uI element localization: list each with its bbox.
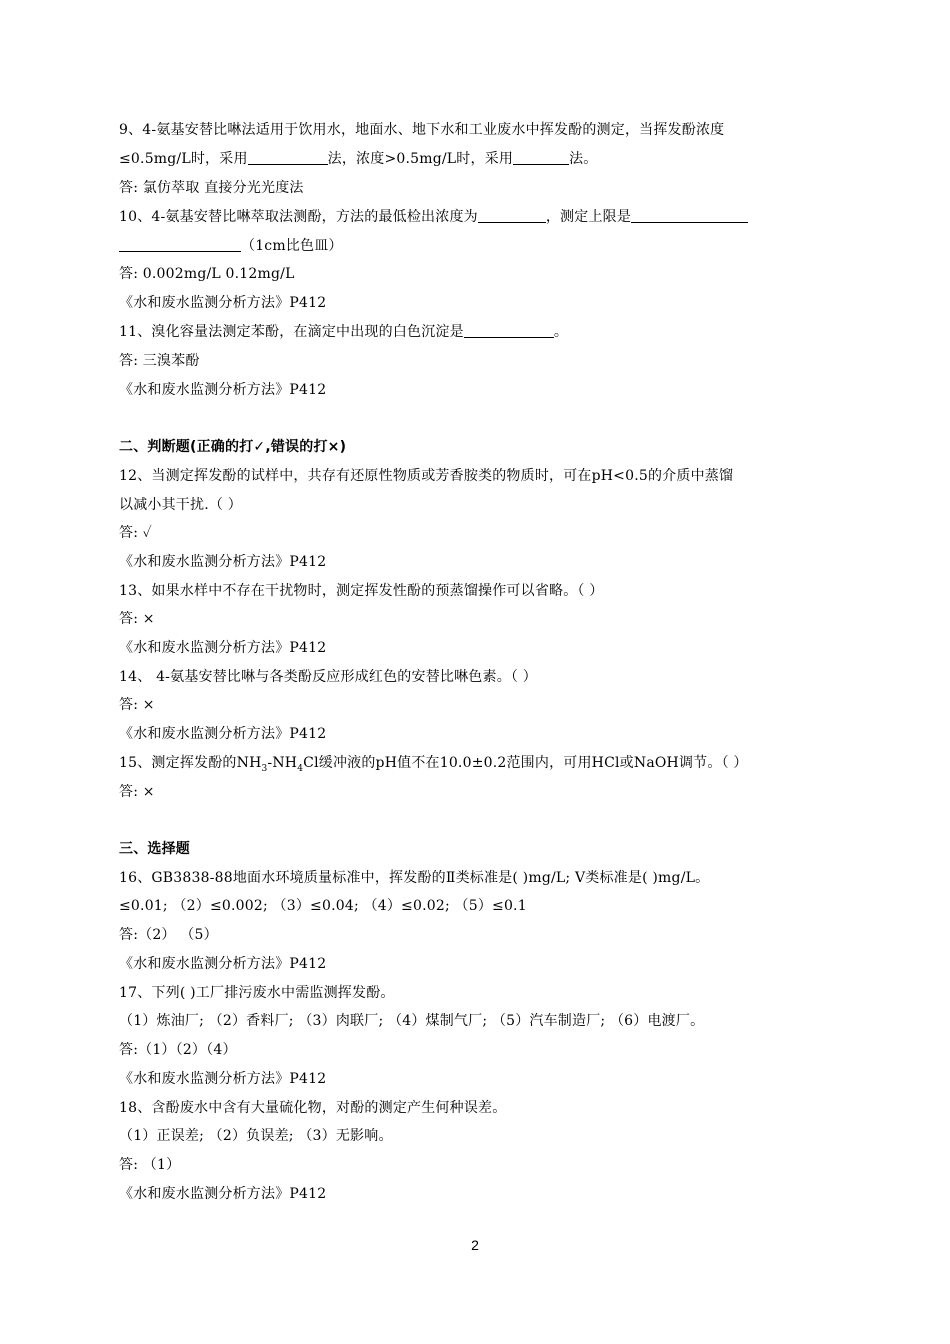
q9-answer: 答: 氯仿萃取 直接分光光度法 (119, 180, 304, 196)
q18-options: （1）正误差; （2）负误差; （3）无影响。 (119, 1128, 393, 1144)
q17-answer: 答:（1）（2）（4） (119, 1042, 237, 1058)
q15-line1-a: 15、测定挥发酚的NH (119, 755, 262, 771)
section-2-heading: 二、判断题(正确的打✓,错误的打×) (119, 439, 347, 455)
q9-line2-b: 法，浓度>0.5mg/L时，采用 (327, 151, 514, 167)
q17-reference: 《水和废水监测分析方法》P412 (119, 1071, 327, 1087)
q12-line2: 以减小其干扰.（ ） (119, 497, 242, 513)
q10-line1 (119, 208, 748, 226)
q18-answer: 答: （1） (119, 1157, 181, 1173)
q11-answer: 答: 三溴苯酚 (119, 353, 200, 369)
q16-line1: 16、GB3838-88地面水环境质量标准中，挥发酚的Ⅱ类标准是( )mg/L; Ⅴ类标准是( )mg/L。 (119, 870, 710, 886)
q12-line1: 12、当测定挥发酚的试样中，共存有还原性物质或芳香胺类的物质时，可在pH<0.5的介质中蒸馏 (119, 468, 734, 484)
q11-line1 (119, 323, 568, 341)
q14-line1: 14、 4-氨基安替比啉与各类酚反应形成红色的安替比啉色素。（ ） (119, 669, 537, 685)
q10-blank-3 (119, 237, 241, 252)
q12-answer: 答: ✓ (119, 525, 152, 541)
q15-answer: 答: × (119, 784, 155, 800)
q10-blank-2 (631, 208, 748, 223)
q13-answer: 答: × (119, 611, 155, 627)
q18-line1: 18、含酚废水中含有大量硫化物，对酚的测定产生何种误差。 (119, 1100, 507, 1116)
q16-answer: 答:（2） （5） (119, 927, 218, 943)
q10-blank-1 (478, 208, 546, 223)
q9-blank-1 (248, 150, 328, 165)
q10-line2-text: （1cm比色皿） (241, 238, 343, 254)
q10-line1-b: ，测定上限是 (545, 209, 632, 225)
q9-line1: 9、4-氨基安替比啉法适用于饮用水，地面水、地下水和工业废水中挥发酚的测定，当挥发酚浓度 (119, 122, 725, 138)
q10-line2 (119, 237, 343, 255)
q9-line2-a: ≤0.5mg/L时，采用 (119, 151, 248, 167)
q15-subscript-1: 3 (261, 763, 268, 774)
q15-line1-c: Cl缓冲液的pH值不在10.0±0.2范围内，可用HCl或NaOH调节。（ ） (303, 755, 748, 771)
q17-options: （1）炼油厂; （2）香料厂; （3）肉联厂; （4）煤制气厂; （5）汽车制造厂; （6）电渡厂。 (119, 1013, 705, 1029)
q15-line1 (119, 754, 748, 778)
q11-reference: 《水和废水监测分析方法》P412 (119, 382, 327, 398)
q9-line2-c: 法。 (569, 151, 598, 167)
q10-line1-a: 10、4-氨基安替比啉萃取法测酚，方法的最低检出浓度为 (119, 209, 478, 225)
q12-reference: 《水和废水监测分析方法》P412 (119, 554, 327, 570)
page-number: 2 (471, 1237, 479, 1253)
q11-blank-1 (464, 323, 554, 338)
q17-line1: 17、下列( )工厂排污废水中需监测挥发酚。 (119, 985, 395, 1001)
q10-reference: 《水和废水监测分析方法》P412 (119, 295, 327, 311)
q18-reference: 《水和废水监测分析方法》P412 (119, 1186, 327, 1202)
q13-line1: 13、如果水样中不存在干扰物时，测定挥发性酚的预蒸馏操作可以省略。（ ） (119, 583, 604, 599)
q16-options: ≤0.01; （2）≤0.002; （3）≤0.04; （4）≤0.02; （5）≤0.1 (119, 898, 527, 914)
q16-reference: 《水和废水监测分析方法》P412 (119, 956, 327, 972)
q9-line2 (119, 150, 598, 168)
q10-answer: 答: 0.002mg/L 0.12mg/L (119, 266, 295, 282)
q11-line1-a: 11、溴化容量法测定苯酚，在滴定中出现的白色沉淀是 (119, 324, 464, 340)
q9-blank-2 (513, 150, 569, 165)
q15-subscript-2: 4 (297, 763, 304, 774)
q14-reference: 《水和废水监测分析方法》P412 (119, 726, 327, 742)
q14-answer: 答: × (119, 697, 155, 713)
section-3-heading: 三、选择题 (119, 841, 190, 857)
q13-reference: 《水和废水监测分析方法》P412 (119, 640, 327, 656)
q11-line1-b: 。 (553, 324, 569, 340)
q15-line1-b: -NH (267, 755, 298, 771)
